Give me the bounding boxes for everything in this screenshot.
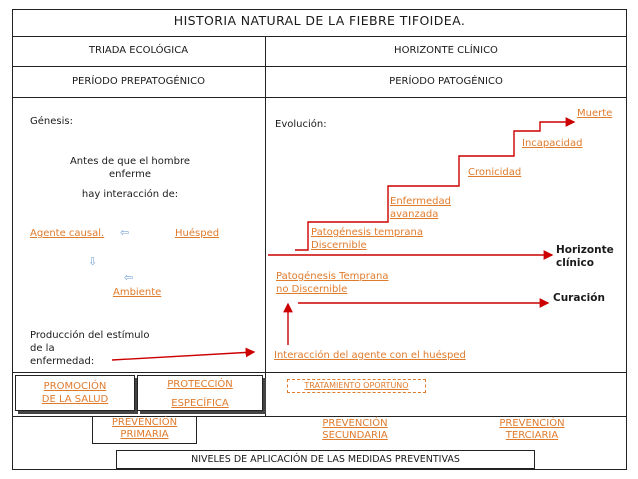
- double-arrow-icon: ⇩: [88, 255, 98, 268]
- prevencion-primaria-link-line2[interactable]: PRIMARIA: [120, 429, 169, 440]
- produccion-line3: enfermedad:: [30, 356, 95, 367]
- enfermedad-avanzada-link-line1[interactable]: Enfermedad: [390, 196, 451, 207]
- incapacidad-link[interactable]: Incapacidad: [522, 138, 583, 149]
- horizonte-clinico-line2: clínico: [556, 257, 594, 269]
- produccion-line2: de la: [30, 343, 55, 354]
- produccion-line1: Producción del estímulo: [30, 330, 150, 341]
- patogenesis-no-discernible-link-line2[interactable]: no Discernible: [276, 284, 348, 295]
- muerte-link[interactable]: Muerte: [577, 108, 613, 119]
- proteccion-link-line2[interactable]: ESPECÍFICA: [171, 398, 229, 409]
- prevencion-terciaria-link-line2[interactable]: TERCIARIA: [505, 430, 559, 441]
- interaccion-link[interactable]: Interacción del agente con el huésped: [274, 350, 466, 361]
- patogenesis-discernible-link-line1[interactable]: Patogénesis temprana: [311, 227, 423, 238]
- hay-interaccion-label: hay interacción de:: [81, 189, 179, 200]
- evolution-stair-line: [295, 122, 574, 250]
- patogenesis-discernible-link-line2[interactable]: Discernible: [311, 240, 367, 251]
- enfermedad-avanzada-link-line2[interactable]: avanzada: [390, 209, 439, 220]
- promocion-link-line1[interactable]: PROMOCIÓN: [43, 381, 107, 392]
- prevencion-secundaria-link-line2[interactable]: SECUNDARIA: [322, 430, 388, 441]
- cronicidad-link[interactable]: Cronicidad: [468, 167, 522, 178]
- proteccion-link-line1[interactable]: PROTECCIÓN: [167, 379, 233, 390]
- patogenesis-no-discernible-link-line1[interactable]: Patogénesis Temprana: [276, 271, 389, 282]
- periodo-prepatogenico-label: PERÍODO PREPATOGÉNICO: [72, 76, 205, 87]
- huesped-link[interactable]: Huésped: [175, 228, 220, 239]
- prevencion-secundaria-link-line1[interactable]: PREVENCIÓN: [322, 418, 388, 429]
- agente-causal-link[interactable]: Agente causal.: [30, 228, 105, 239]
- niveles-label: NIVELES DE APLICACIÓN DE LAS MEDIDAS PREVENTIVAS: [191, 454, 460, 465]
- genesis-label: Génesis:: [30, 116, 73, 127]
- double-arrow-icon: ⇦: [120, 226, 130, 239]
- prevencion-terciaria-link-line1[interactable]: PREVENCIÓN: [499, 418, 565, 429]
- page-title: HISTORIA NATURAL DE LA FIEBRE TIFOIDEA.: [173, 13, 466, 28]
- double-arrow-icon: ⇦: [124, 271, 134, 284]
- prevencion-primaria-link-line1[interactable]: PREVENCIÓN: [111, 417, 178, 428]
- produccion-arrow: [112, 352, 254, 360]
- evolucion-label: Evolución:: [275, 119, 327, 130]
- triada-ecologica-label: TRIADA ECOLÓGICA: [88, 45, 189, 56]
- periodo-patogenico-label: PERÍODO PATOGÉNICO: [389, 76, 503, 87]
- ambiente-link[interactable]: Ambiente: [113, 287, 162, 298]
- antes-line2: enferme: [109, 169, 151, 180]
- horizonte-clinico-line1: Horizonte: [556, 244, 614, 256]
- antes-line1: Antes de que el hombre: [69, 156, 191, 167]
- tratamiento-link[interactable]: TRATAMIENTO OPORTUNO: [304, 381, 409, 390]
- curacion-label: Curación: [553, 292, 605, 304]
- promocion-link-line2[interactable]: DE LA SALUD: [41, 394, 109, 405]
- horizonte-clinico-label: HORIZONTE CLÍNICO: [394, 45, 498, 56]
